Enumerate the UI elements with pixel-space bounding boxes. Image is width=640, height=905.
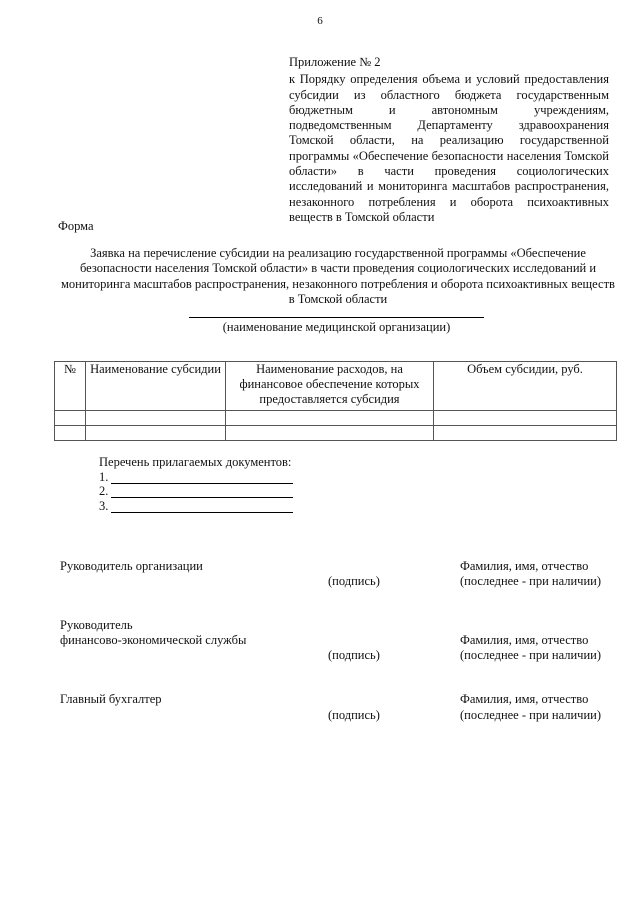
signature-role-finance: Руководитель	[60, 618, 133, 632]
header-subsidy-amount: Объем субсидии, руб.	[434, 362, 617, 411]
table-row	[55, 426, 617, 441]
signature-sign-label: (подпись)	[328, 648, 380, 662]
table-row	[55, 411, 617, 426]
documents-list	[99, 455, 293, 514]
table-cell[interactable]	[55, 411, 86, 426]
signature-role-head: Руководитель организации	[60, 559, 203, 573]
table-cell[interactable]	[55, 426, 86, 441]
documents-title: Перечень прилагаемых документов:	[99, 455, 292, 469]
appendix-body: к Порядку определения объема и условий предоставления субсидии из областного бюджета государственным бюджетным и автономным учреждениям, подведомственным Департаменту здравоохранения Томской области, на реализацию государственной программы «Обеспечение безопасности населения Томской области» в части проведения социологических исследований и мониторинга масштабов распространения, незаконного потребления и оборота психоактивных веществ в Томской области	[289, 72, 609, 224]
signature-name-note: (последнее - при наличии)	[460, 574, 601, 588]
page-number: 6	[317, 15, 323, 27]
signature-name-label: Фамилия, имя, отчество	[460, 692, 589, 706]
table-cell[interactable]	[86, 411, 226, 426]
list-item	[99, 470, 293, 485]
list-item	[99, 499, 293, 514]
document-blank-line[interactable]	[111, 486, 293, 498]
signature-role-finance-2: финансово-экономической службы	[60, 633, 247, 647]
table-header-row	[55, 362, 617, 411]
appendix-block	[289, 55, 609, 225]
signature-name-note: (последнее - при наличии)	[460, 708, 601, 722]
signature-sign-label: (подпись)	[328, 574, 380, 588]
list-item	[99, 485, 293, 500]
document-number: 3.	[99, 498, 109, 513]
document-blank-line[interactable]	[111, 472, 293, 484]
org-name-line	[189, 317, 484, 318]
signature-role-accountant: Главный бухгалтер	[60, 692, 162, 706]
table-cell[interactable]	[434, 426, 617, 441]
table-cell[interactable]	[226, 411, 434, 426]
appendix-title: Приложение № 2	[289, 55, 381, 69]
document-number: 2.	[99, 484, 109, 498]
table-cell[interactable]	[86, 426, 226, 441]
form-label: Форма	[58, 219, 94, 233]
table-cell[interactable]	[226, 426, 434, 441]
header-expense-name: Наименование расходов, на финансовое обеспечение которых предоставляется субсидия	[226, 362, 434, 411]
table-cell[interactable]	[434, 411, 617, 426]
document-blank-line[interactable]	[111, 501, 293, 513]
signature-name-label: Фамилия, имя, отчество	[460, 559, 589, 573]
subsidy-table	[54, 361, 617, 441]
org-name-caption: (наименование медицинской организации)	[222, 320, 451, 334]
signature-name-label: Фамилия, имя, отчество	[460, 633, 589, 647]
signature-name-note: (последнее - при наличии)	[460, 648, 601, 662]
request-title: Заявка на перечисление субсидии на реализацию государственной программы «Обеспечение безопасности населения Томской области» в части проведения социологических исследований и мониторинга масштабов распространения, незаконного потребления и оборота психоактивных веществ в Томской области	[61, 246, 615, 306]
header-number: №	[55, 362, 86, 411]
signature-sign-label: (подпись)	[328, 708, 380, 722]
document-number: 1.	[99, 469, 109, 484]
header-subsidy-name: Наименование субсидии	[86, 362, 226, 411]
